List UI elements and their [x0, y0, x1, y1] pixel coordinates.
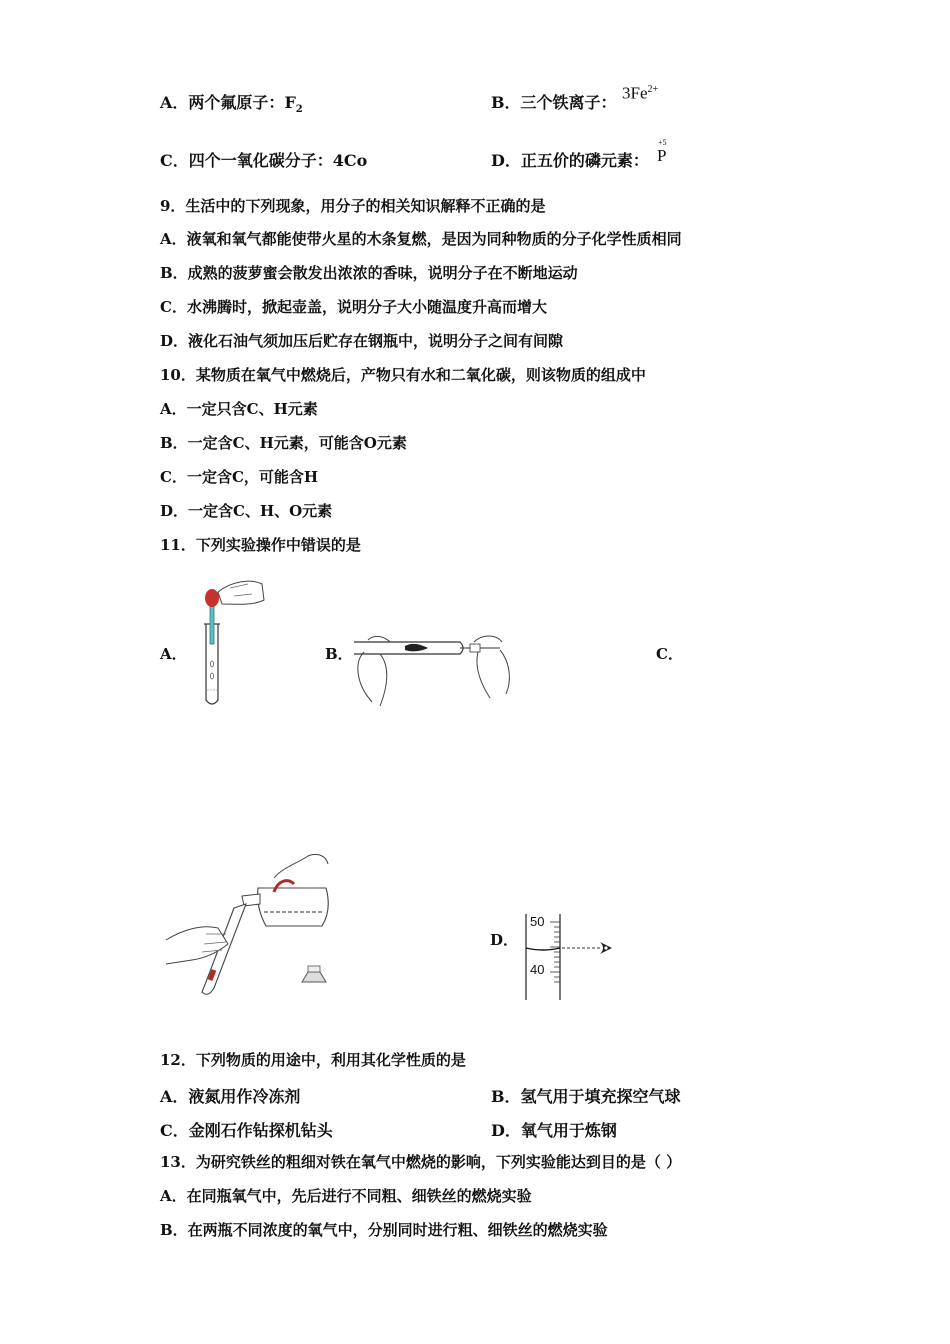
q12-options-row-1 — [160, 1084, 780, 1106]
q12-options-row-2 — [160, 1118, 780, 1140]
q8-option-b: B．三个铁离子： — [491, 93, 617, 112]
q11-label-d: D． — [490, 931, 519, 949]
q8-option-c: C．四个一氧化碳分子：4Co — [160, 151, 368, 170]
formula-f2: $F_2$ — [284, 93, 303, 116]
q11-stem: 11．下列实验操作中错误的是 — [160, 536, 361, 554]
q13-stem: 13．为研究铁丝的粗细对铁在氧气中燃烧的影响，下列实验能达到目的是（ ） — [160, 1153, 682, 1171]
q8-options-row-1 — [160, 90, 780, 116]
q12-option-c: C．金刚石作钻探机钻头 — [160, 1121, 333, 1140]
q12-option-d: D．氧气用于炼钢 — [491, 1121, 617, 1140]
q12-stem: 12．下列物质的用途中，利用其化学性质的是 — [160, 1051, 466, 1069]
cylinder-tick-40: 40 — [530, 962, 545, 977]
q13-option-b: B．在两瓶不同浓度的氧气中，分别同时进行粗、细铁丝的燃烧实验 — [160, 1221, 608, 1239]
cylinder-tick-50: 50 — [530, 914, 545, 929]
q9-option-a: A．液氧和氧气都能使带火星的木条复燃，是因为同种物质的分子化学性质相同 — [160, 230, 682, 248]
q10-option-d: D．一定含C、H、O元素 — [160, 502, 333, 520]
q10-option-c: C．一定含C，可能含H — [160, 468, 319, 486]
q11-label-b: B． — [325, 645, 353, 663]
q12-option-a: A．液氮用作冷冻剂 — [160, 1087, 301, 1106]
valence-mark: +5 — [658, 138, 667, 147]
q10-option-b: B．一定含C、H元素，可能含O元素 — [160, 434, 407, 452]
hands-test-tube-figure — [350, 632, 520, 712]
dropper-test-tube-figure — [190, 574, 270, 710]
q9-option-b: B．成熟的菠萝蜜会散发出浓浓的香味，说明分子在不断地运动 — [160, 264, 578, 282]
q10-option-a: A．一定只含C、H元素 — [160, 400, 318, 418]
q8-option-a: A．两个氟原子：$F_2$ — [160, 93, 303, 116]
q8-options-row-2 — [160, 148, 780, 170]
pouring-liquid-figure — [162, 848, 342, 1000]
q12-option-b: B．氢气用于填充探空气球 — [491, 1087, 681, 1106]
q11-label-c: C． — [656, 645, 683, 663]
element-p: P — [657, 146, 667, 165]
formula-3fe: $3Fe^{2+}$ — [622, 83, 659, 103]
q9-stem: 9．生活中的下列现象，用分子的相关知识解释不正确的是 — [160, 197, 546, 215]
q13-option-a: A．在同瓶氧气中，先后进行不同粗、细铁丝的燃烧实验 — [160, 1187, 532, 1205]
q10-stem: 10．某物质在氧气中燃烧后，产物只有水和二氧化碳，则该物质的组成中 — [160, 366, 646, 384]
q8-option-d: D．正五价的磷元素： — [491, 151, 649, 170]
q9-option-d: D．液化石油气须加压后贮存在钢瓶中，说明分子之间有间隙 — [160, 332, 564, 350]
q11-label-a: A． — [160, 645, 187, 663]
q9-option-c: C．水沸腾时，掀起壶盖，说明分子大小随温度升高而增大 — [160, 298, 547, 316]
